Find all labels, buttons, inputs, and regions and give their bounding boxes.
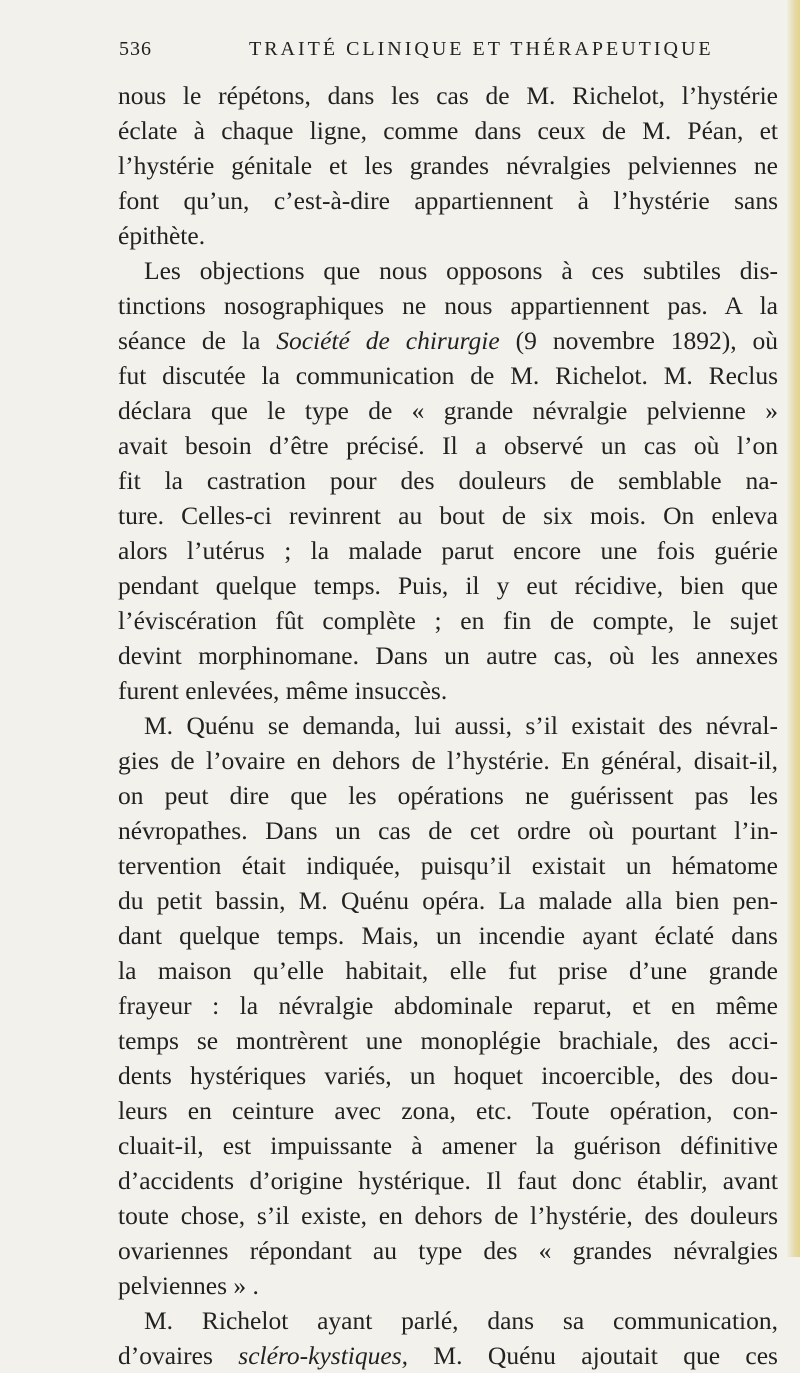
text-line: épithète. xyxy=(118,221,206,250)
text-line: d’accidents d’origine hystérique. Il faut donc établir, avant xyxy=(118,1166,778,1195)
page-header xyxy=(119,38,779,68)
text-line: nous le répétons, dans les cas de M. Richelot, l’hystérie xyxy=(118,81,778,110)
body-text xyxy=(118,78,778,1373)
text-line: la maison qu’elle habitait, elle fut prise d’une grande xyxy=(118,956,778,985)
page-edge-shadow xyxy=(786,0,800,1257)
text-line: furent enlevées, même insuccès. xyxy=(118,676,448,705)
text-line: d’ovaires scléro-kystiques, M. Quénu ajoutait que ces xyxy=(118,1341,778,1370)
text-line: on peut dire que les opérations ne guérissent pas les xyxy=(118,781,778,810)
text-line: ture. Celles-ci revinrent au bout de six mois. On enleva xyxy=(118,501,778,530)
text-line: font qu’un, c’est-à-dire appartiennent à l’hystérie sans xyxy=(118,186,778,215)
text-line: tervention était indiquée, puisqu’il existait un hématome xyxy=(118,851,778,880)
text-line: M. Richelot ayant parlé, dans sa communication, xyxy=(144,1306,778,1335)
text-line: pelviennes » . xyxy=(118,1271,259,1300)
text-line: du petit bassin, M. Quénu opéra. La malade alla bien pen- xyxy=(118,886,778,915)
text-line: séance de la Société de chirurgie (9 novembre 1892), où xyxy=(118,326,778,355)
text-line: alors l’utérus ; la malade parut encore une fois guérie xyxy=(118,536,778,565)
text-line: névropathes. Dans un cas de cet ordre où pourtant l’in- xyxy=(118,816,778,845)
text-line: cluait-il, est impuissante à amener la guérison définitive xyxy=(118,1131,778,1160)
text-line: l’hystérie génitale et les grandes névralgies pelviennes ne xyxy=(118,151,778,180)
text-line: déclara que le type de « grande névralgie pelvienne » xyxy=(118,396,778,425)
text-line: toute chose, s’il existe, en dehors de l’hystérie, des douleurs xyxy=(118,1201,778,1230)
text-line: avait besoin d’être précisé. Il a observé un cas où l’on xyxy=(118,431,778,460)
text-line: gies de l’ovaire en dehors de l’hystérie. En général, disait-il, xyxy=(118,746,778,775)
text-line: frayeur : la névralgie abdominale reparut, et en même xyxy=(118,991,778,1020)
italic-phrase: Société de chirurgie xyxy=(276,326,500,355)
running-title: TRAITÉ CLINIQUE ET THÉRAPEUTIQUE xyxy=(249,38,714,60)
text-line: éclate à chaque ligne, comme dans ceux de M. Péan, et xyxy=(118,116,778,145)
text-line: devint morphinomane. Dans un autre cas, où les annexes xyxy=(118,641,778,670)
text-line: M. Quénu se demanda, lui aussi, s’il existait des névral- xyxy=(144,711,778,740)
text-line: pendant quelque temps. Puis, il y eut récidive, bien que xyxy=(118,571,778,600)
text-line: l’éviscération fût complète ; en fin de compte, le sujet xyxy=(118,606,778,635)
text-line: temps se montrèrent une monoplégie brachiale, des acci- xyxy=(118,1026,778,1055)
text-line: fit la castration pour des douleurs de semblable na- xyxy=(118,466,778,495)
text-line: ovariennes répondant au type des « grandes névralgies xyxy=(118,1236,778,1265)
page-number: 536 xyxy=(119,38,152,60)
text-line: fut discutée la communication de M. Richelot. M. Reclus xyxy=(118,361,778,390)
text-line: dant quelque temps. Mais, un incendie ayant éclaté dans xyxy=(118,921,778,950)
text-line: leurs en ceinture avec zona, etc. Toute opération, con- xyxy=(118,1096,778,1125)
italic-phrase: scléro-kystiques, xyxy=(238,1341,409,1370)
text-line: dents hystériques variés, un hoquet incoercible, des dou- xyxy=(118,1061,778,1090)
text-line: tinctions nosographiques ne nous appartiennent pas. A la xyxy=(118,291,778,320)
text-line: Les objections que nous opposons à ces subtiles dis- xyxy=(144,256,778,285)
